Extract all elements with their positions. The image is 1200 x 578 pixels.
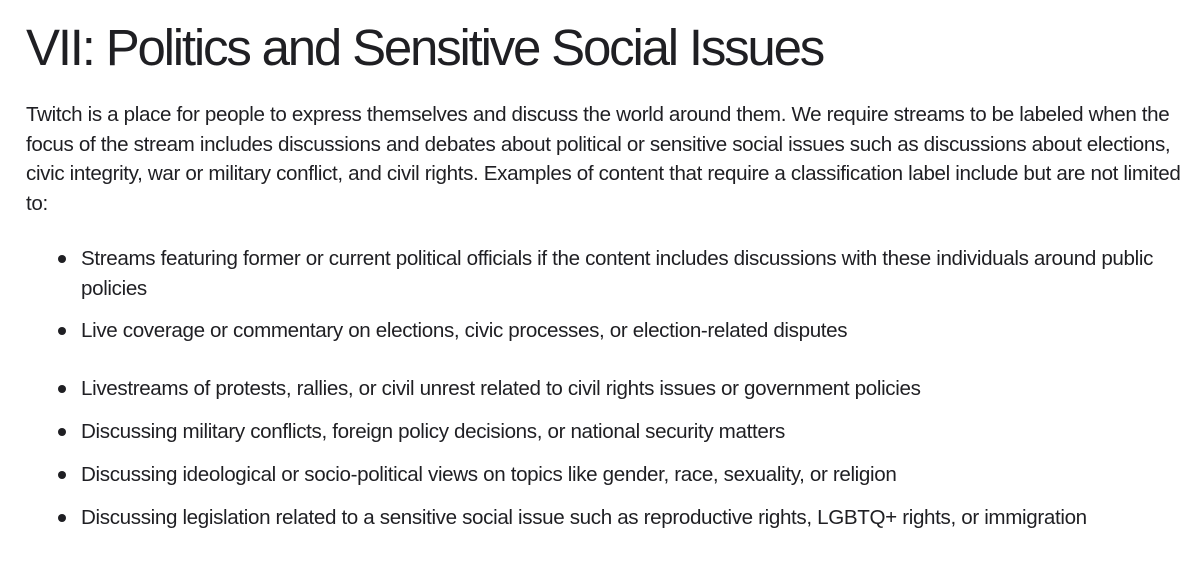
bullet-icon [58, 385, 66, 393]
page-title: VII: Politics and Sensitive Social Issues [26, 19, 824, 76]
bullet-icon [58, 471, 66, 479]
intro-paragraph: Twitch is a place for people to express themselves and discuss the world around them. We require streams to be labeled when the focus of the stream includes discussions and debates about political or sensitive social issues such as discussions about elections, civic integrity, war or military conflict, and civil rights. Examples of content that require a classification label include but are not limited to: [26, 103, 1181, 215]
bullet-icon [58, 255, 66, 263]
list-item-text: Streams featuring former or current political officials if the content includes discussions with these individuals around public policies [81, 247, 1154, 300]
bullet-icon [58, 514, 66, 522]
bullet-icon [58, 428, 66, 436]
list-item-text: Livestreams of protests, rallies, or civil unrest related to civil rights issues or government policies [81, 377, 921, 400]
list-item-text: Live coverage or commentary on elections, civic processes, or election-related disputes [81, 319, 848, 342]
list-item-text: Discussing legislation related to a sensitive social issue such as reproductive rights, LGBTQ+ rights, or immigration [81, 506, 1087, 529]
bullet-icon [58, 327, 66, 335]
list-item-text: Discussing ideological or socio-political views on topics like gender, race, sexuality, or religion [81, 463, 897, 486]
list-item-text: Discussing military conflicts, foreign policy decisions, or national security matters [81, 420, 785, 443]
